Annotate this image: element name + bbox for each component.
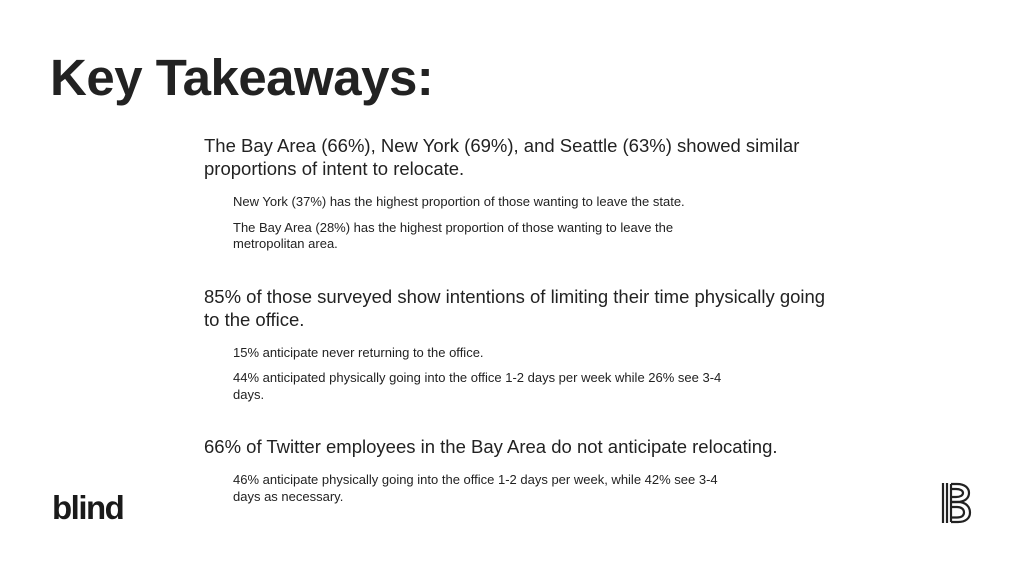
takeaway-heading: The Bay Area (66%), New York (69%), and Seattle (63%) showed similar proportions of intent to relocate. xyxy=(204,135,800,179)
blind-b-mark-icon xyxy=(941,482,973,524)
takeaway-detail: 46% anticipate physically going into the office 1-2 days per week, while 42% see 3-4 days as necessary. xyxy=(233,472,718,504)
takeaway-detail: 44% anticipated physically going into the office 1-2 days per week while 26% see 3-4 days. xyxy=(233,370,722,402)
takeaway-detail: 15% anticipate never returning to the office. xyxy=(233,344,484,360)
takeaways-list xyxy=(204,134,844,505)
takeaway-section xyxy=(204,285,844,404)
takeaway-detail: The Bay Area (28%) has the highest proportion of those wanting to leave the metropolitan area. xyxy=(233,219,674,251)
takeaway-section xyxy=(204,435,844,505)
slide-title: Key Takeaways: xyxy=(50,49,434,106)
blind-logo: blind xyxy=(52,489,124,526)
takeaway-section xyxy=(204,134,844,253)
takeaway-heading: 85% of those surveyed show intentions of limiting their time physically going to the office. xyxy=(204,285,826,330)
takeaway-detail: New York (37%) has the highest proportion of those wanting to leave the state. xyxy=(233,194,685,209)
takeaway-heading: 66% of Twitter employees in the Bay Area do not anticipate relocating. xyxy=(204,436,778,457)
